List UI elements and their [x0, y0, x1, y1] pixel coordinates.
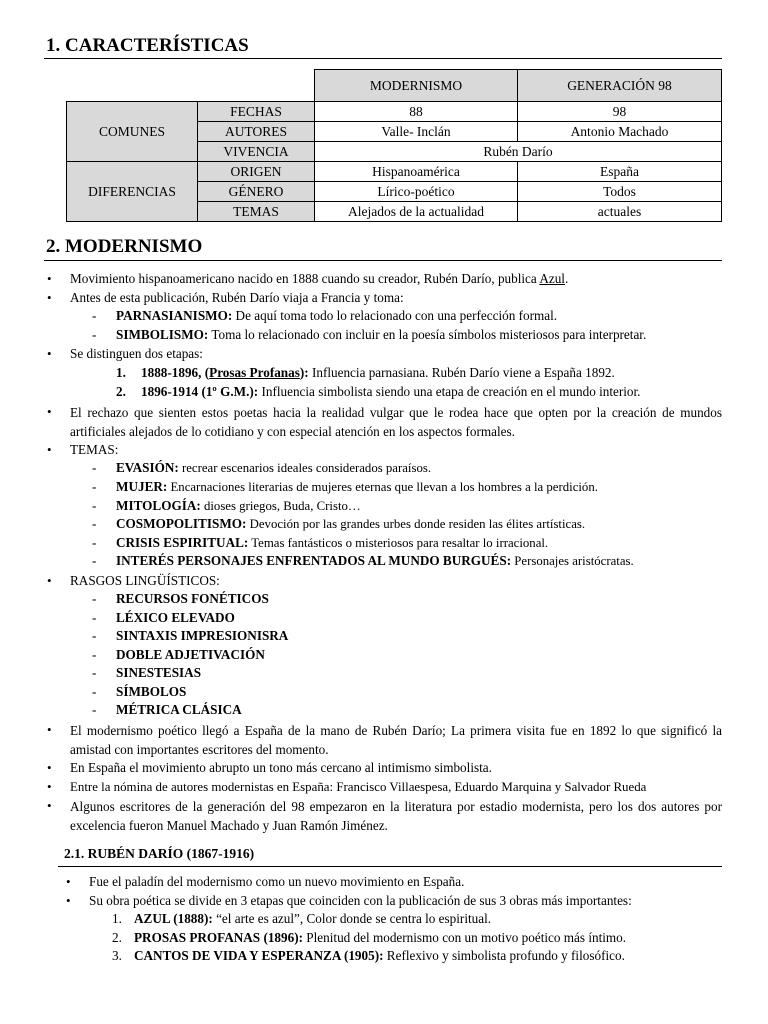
cell: España	[518, 162, 722, 182]
group-diferencias: DIFERENCIAS	[67, 162, 198, 222]
rasgo-item: RECURSOS FONÉTICOS	[116, 591, 269, 606]
cell: Antonio Machado	[518, 122, 722, 142]
bullet-icon: •	[47, 779, 52, 794]
paragraph-etapas: Se distinguen dos etapas:	[70, 346, 203, 361]
tema-item: MITOLOGÍA: dioses griegos, Buda, Cristo…	[116, 498, 361, 513]
etapa-2: 1896-1914 (1º G.M.): Influencia simbolista siendo una etapa de creación en el mundo interior.	[141, 384, 641, 399]
cell: actuales	[518, 202, 722, 222]
obra-num: 2.	[112, 930, 122, 945]
section-2-1-title: 2.1. RUBÉN DARÍO (1867-1916)	[64, 846, 255, 861]
bullet-icon: •	[47, 346, 52, 361]
paragraph-azul: Movimiento hispanoamericano nacido en 1888 cuando su creador, Rubén Darío, publica Azul.	[70, 271, 569, 286]
bullet-icon: •	[47, 798, 52, 813]
obra-item: PROSAS PROFANAS (1896): Plenitud del modernismo con un motivo poético más íntimo.	[134, 930, 627, 945]
section-1-rule	[44, 58, 722, 59]
cell: Alejados de la actualidad	[315, 202, 518, 222]
paragraph-nomina: Entre la nómina de autores modernistas en España: Francisco Villaespesa, Eduardo Marquina y Salvador Rueda	[70, 780, 647, 794]
etapa-1: 1888-1896, (Prosas Profanas): Influencia parnasiana. Rubén Darío viene a España 1892.	[141, 365, 615, 380]
row-key: VIVENCIA	[198, 142, 315, 162]
dash-icon: -	[92, 665, 97, 680]
cell: Lírico-poético	[315, 182, 518, 202]
section-2-rule	[44, 260, 722, 261]
dash-icon: -	[92, 647, 97, 662]
paragraph-generacion98: Algunos escritores de la generación del 98 empezaron en la literatura por estadio modernista, pero los dos autores por excelencia fueron Manuel Machado y Juan Ramón Jiménez.	[70, 799, 722, 833]
bullet-icon: •	[66, 893, 71, 908]
bullet-icon: •	[47, 760, 52, 775]
dash-icon: -	[92, 591, 97, 606]
cell: Valle- Inclán	[315, 122, 518, 142]
bullet-icon: •	[47, 271, 52, 286]
tema-item: COSMOPOLITISMO: Devoción por las grandes urbes donde residen las élites artísticas.	[116, 516, 586, 531]
dash-icon: -	[92, 628, 97, 643]
bullet-icon: •	[47, 404, 52, 419]
group-comunes: COMUNES	[67, 102, 198, 162]
dash-icon: -	[92, 460, 97, 475]
temas-label: TEMAS:	[70, 442, 119, 457]
dash-icon: -	[92, 308, 97, 323]
rasgo-item: MÉTRICA CLÁSICA	[116, 702, 242, 717]
tema-item: MUJER: Encarnaciones literarias de mujeres eternas que llevan a los hombres a la perdición.	[116, 479, 598, 494]
dash-icon: -	[92, 327, 97, 342]
prosas-profanas-title: Prosas Profanas	[209, 365, 300, 380]
header-generacion98: GENERACIÓN 98	[518, 70, 722, 102]
item-parnasianismo: PARNASIANISMO: De aquí toma todo lo relacionado con una perfección formal.	[116, 308, 558, 323]
dash-icon: -	[92, 535, 97, 550]
rasgo-item: SINTAXIS IMPRESIONISRA	[116, 628, 289, 643]
dash-icon: -	[92, 516, 97, 531]
row-key: GÉNERO	[198, 182, 315, 202]
row-key: AUTORES	[198, 122, 315, 142]
cell: 88	[315, 102, 518, 122]
tema-item: INTERÉS PERSONAJES ENFRENTADOS AL MUNDO BURGUÉS: Personajes aristócratas.	[116, 553, 634, 568]
obra-item: AZUL (1888): “el arte es azul”, Color donde se centra lo espiritual.	[134, 911, 492, 926]
bullet-icon: •	[47, 442, 52, 457]
tema-item: EVASIÓN: recrear escenarios ideales considerados paraísos.	[116, 460, 432, 475]
rasgo-item: SINESTESIAS	[116, 665, 202, 680]
cell: Todos	[518, 182, 722, 202]
row-key: FECHAS	[198, 102, 315, 122]
header-modernismo: MODERNISMO	[315, 70, 518, 102]
bullet-icon: •	[66, 874, 71, 889]
paragraph-tono: En España el movimiento abrupto un tono más cercano al intimismo simbolista.	[70, 760, 492, 775]
paragraph-paladin: Fue el paladín del modernismo como un nuevo movimiento en España.	[89, 874, 465, 889]
cell: Hispanoamérica	[315, 162, 518, 182]
obra-item: CANTOS DE VIDA Y ESPERANZA (1905): Reflexivo y simbolista profundo y filosófico.	[134, 948, 625, 963]
rasgo-item: DOBLE ADJETIVACIÓN	[116, 647, 265, 662]
paragraph-obra: Su obra poética se divide en 3 etapas que coinciden con la publicación de sus 3 obras más importantes:	[89, 893, 632, 908]
paragraph-rechazo: El rechazo que sienten estos poetas hacia la realidad vulgar que le rodea hace que opten por la creación de mundos artificiales alejados de lo cotidiano y con especial atención en los aspectos formales.	[70, 405, 722, 439]
section-2-1-rule	[58, 866, 722, 867]
row-key: TEMAS	[198, 202, 315, 222]
etapa-2-num: 2.	[116, 384, 126, 399]
dash-icon: -	[92, 498, 97, 513]
section-2-title: 2. MODERNISMO	[46, 236, 203, 257]
dash-icon: -	[92, 684, 97, 699]
paragraph-francia: Antes de esta publicación, Rubén Darío viaja a Francia y toma:	[70, 290, 404, 305]
rasgo-item: LÉXICO ELEVADO	[116, 610, 235, 625]
dash-icon: -	[92, 553, 97, 568]
dash-icon: -	[92, 702, 97, 717]
characteristics-table	[66, 69, 722, 222]
bullet-icon: •	[47, 573, 52, 588]
etapa-1-num: 1.	[116, 365, 126, 380]
rasgos-label: RASGOS LINGÜÍSTICOS:	[70, 573, 220, 588]
cell: 98	[518, 102, 722, 122]
azul-title: Azul	[539, 271, 565, 286]
bullet-icon: •	[47, 722, 52, 737]
obra-num: 1.	[112, 911, 122, 926]
row-key: ORIGEN	[198, 162, 315, 182]
rasgo-item: SÍMBOLOS	[116, 684, 187, 699]
dash-icon: -	[92, 479, 97, 494]
tema-item: CRISIS ESPIRITUAL: Temas fantásticos o misteriosos para resaltar lo irracional.	[116, 535, 549, 550]
section-1-title: 1. CARACTERÍSTICAS	[46, 35, 249, 56]
bullet-icon: •	[47, 290, 52, 305]
cell-merged: Rubén Darío	[315, 142, 722, 162]
item-simbolismo: SIMBOLISMO: Toma lo relacionado con incluir en la poesía símbolos misteriosos para interpretar.	[116, 327, 647, 342]
obra-num: 3.	[112, 948, 122, 963]
paragraph-llegada: El modernismo poético llegó a España de la mano de Rubén Darío; La primera visita fue en 1892 lo que significó la amistad con importantes escritores del momento.	[70, 723, 722, 757]
dash-icon: -	[92, 610, 97, 625]
